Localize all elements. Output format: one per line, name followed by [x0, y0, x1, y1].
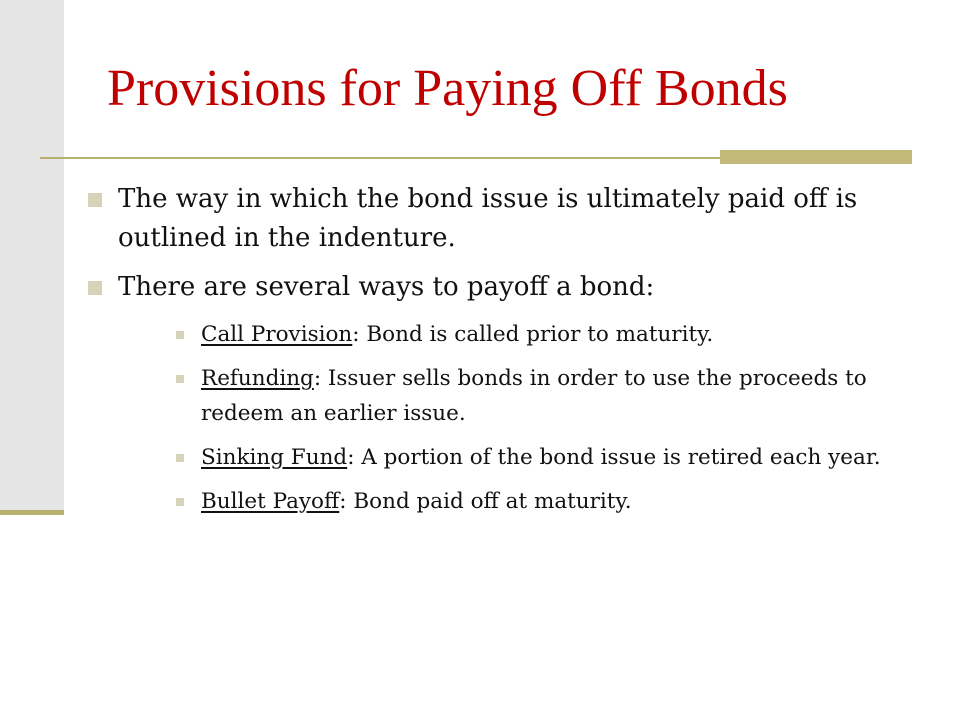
slide-content	[88, 180, 908, 528]
bullet-item	[88, 180, 908, 258]
sub-bullet-text: : Bond paid off at maturity.	[339, 489, 632, 514]
title-accent-block	[720, 150, 912, 164]
sub-bullet-item	[176, 317, 908, 352]
small-square-bullet-icon	[176, 454, 184, 462]
bullet-text: The way in which the bond issue is ultimately paid off is outlined in the indenture.	[118, 184, 858, 253]
square-bullet-icon	[88, 193, 102, 207]
small-square-bullet-icon	[176, 331, 184, 339]
small-square-bullet-icon	[176, 498, 184, 506]
sub-bullet-text: : A portion of the bond issue is retired each year.	[347, 445, 881, 470]
sub-bullet-item	[176, 361, 908, 431]
left-band-accent-rule	[0, 510, 64, 515]
sub-bullet-list	[88, 317, 908, 519]
sub-bullet-item	[176, 440, 908, 475]
slide-title: Provisions for Paying Off Bonds	[107, 60, 788, 117]
sub-bullet-text: : Bond is called prior to maturity.	[352, 322, 714, 347]
sub-bullet-term: Call Provision	[201, 322, 353, 347]
sub-bullet-item	[176, 484, 908, 519]
sub-bullet-text: : Issuer sells bonds in order to use the proceeds to redeem an earlier issue.	[201, 366, 867, 426]
small-square-bullet-icon	[176, 375, 184, 383]
sub-bullet-term: Refunding	[201, 366, 314, 391]
square-bullet-icon	[88, 281, 102, 295]
sub-bullet-term: Sinking Fund	[201, 445, 348, 470]
title-underline-rule	[40, 157, 720, 159]
sub-bullet-term: Bullet Payoff	[201, 489, 340, 514]
left-decorative-band	[0, 0, 64, 512]
bullet-item	[88, 268, 908, 307]
bullet-text: There are several ways to payoff a bond:	[118, 272, 655, 302]
